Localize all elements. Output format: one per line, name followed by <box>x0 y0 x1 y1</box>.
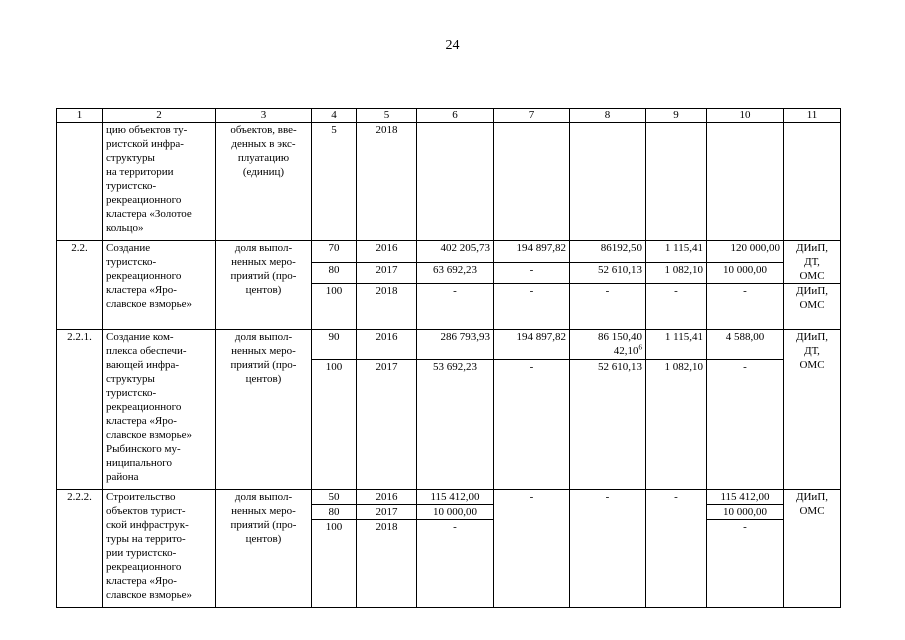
header-col-9: 9 <box>646 109 707 123</box>
row-regional: 86192,50 <box>570 241 646 263</box>
row-executors: ДИиП, ДТ, ОМС <box>784 330 841 490</box>
row-target-value: 100 <box>312 284 357 330</box>
row-target-value: 100 <box>312 360 357 490</box>
row-year: 2017 <box>357 263 417 284</box>
row-total: 115 412,00 10 000,00 - <box>417 490 494 608</box>
header-row <box>57 109 841 123</box>
row-year: 2016 <box>357 241 417 263</box>
row-target-value: 90 <box>312 330 357 360</box>
row-regional: 52 610,13 <box>570 263 646 284</box>
row-total: 53 692,23 <box>417 360 494 490</box>
row-target-value: 5 <box>312 123 357 241</box>
row-local: 1 115,41 <box>646 330 707 360</box>
header-col-2: 2 <box>103 109 216 123</box>
row-description: цию объектов ту- ристской инфра- структуры на территории туристско- рекреационного кластера «Золотое кольцо» <box>103 123 216 241</box>
table-row-2-2 <box>57 241 841 263</box>
header-col-3: 3 <box>216 109 312 123</box>
row-regional: 52 610,13 <box>570 360 646 490</box>
row-total: 286 793,93 <box>417 330 494 360</box>
row-other: - <box>707 284 784 330</box>
row-regional: - <box>570 284 646 330</box>
row-year: 2017 <box>357 360 417 490</box>
table-row-continuation <box>57 123 841 241</box>
row-target-value: 50 80 100 <box>312 490 357 608</box>
row-federal: - <box>494 263 570 284</box>
row-federal: - <box>494 284 570 330</box>
row-federal: 194 897,82 <box>494 241 570 263</box>
row-regional-main: 86 150,40 <box>598 331 642 343</box>
row-other: 4 588,00 <box>707 330 784 360</box>
row-total: 63 692,23 <box>417 263 494 284</box>
row-indicator: доля выпол- ненных меро- приятий (про- центов) <box>216 330 312 490</box>
row-target-value: 70 <box>312 241 357 263</box>
row-federal: 194 897,82 <box>494 330 570 360</box>
row-local: - <box>646 284 707 330</box>
row-description: Создание ком- плекса обеспечи- вающей инфра- структуры туристско- рекреационного кластера «Яро- славское взморье» Рыбинского му- ниципального района <box>103 330 216 490</box>
header-col-5: 5 <box>357 109 417 123</box>
row-description: Строительство объектов турист- ской инфраструк- туры на террито- рии туристско- рекреационного кластера «Яро- славское взморье» <box>103 490 216 608</box>
footnote-mark: 6 <box>638 343 642 352</box>
page-number: 24 <box>445 38 460 53</box>
header-col-6: 6 <box>417 109 494 123</box>
row-regional <box>570 330 646 360</box>
row-other: 120 000,00 <box>707 241 784 263</box>
row-other: 115 412,00 10 000,00 - <box>707 490 784 608</box>
row-indicator: доля выпол- ненных меро- приятий (про- центов) <box>216 241 312 330</box>
row-regional: - <box>570 490 646 608</box>
row-year: 2016 2017 2018 <box>357 490 417 608</box>
row-year: 2016 <box>357 330 417 360</box>
row-executors: ДИиП, ОМС <box>784 284 841 330</box>
row-other: 10 000,00 <box>707 263 784 284</box>
row-indicator: объектов, вве- денных в экс- плуатацию (единиц) <box>216 123 312 241</box>
table-row-2-2-1 <box>57 330 841 360</box>
row-year: 2018 <box>357 284 417 330</box>
row-number: 2.2. <box>57 241 103 330</box>
row-regional-extra: 42,10$^6$ <box>613 343 642 357</box>
row-federal: - <box>494 490 570 608</box>
row-number: 2.2.2. <box>57 490 103 608</box>
table-row-2-2-2 <box>57 490 841 608</box>
row-other: - <box>707 360 784 490</box>
row-description: Создание туристско- рекреационного кластера «Яро- славское взморье» <box>103 241 216 330</box>
row-executors: ДИиП, ОМС <box>784 490 841 608</box>
program-table <box>56 108 841 608</box>
header-col-7: 7 <box>494 109 570 123</box>
row-total: 402 205,73 <box>417 241 494 263</box>
header-col-4: 4 <box>312 109 357 123</box>
row-federal: - <box>494 360 570 490</box>
row-local: 1 115,41 <box>646 241 707 263</box>
header-col-11: 11 <box>784 109 841 123</box>
row-year: 2018 <box>357 123 417 241</box>
row-local: - <box>646 490 707 608</box>
row-number: 2.2.1. <box>57 330 103 490</box>
row-local: 1 082,10 <box>646 360 707 490</box>
header-col-1: 1 <box>57 109 103 123</box>
row-local: 1 082,10 <box>646 263 707 284</box>
row-indicator: доля выпол- ненных меро- приятий (про- центов) <box>216 490 312 608</box>
row-executors: ДИиП, ДТ, ОМС <box>784 241 841 284</box>
row-total: - <box>417 284 494 330</box>
header-col-10: 10 <box>707 109 784 123</box>
header-col-8: 8 <box>570 109 646 123</box>
row-target-value: 80 <box>312 263 357 284</box>
